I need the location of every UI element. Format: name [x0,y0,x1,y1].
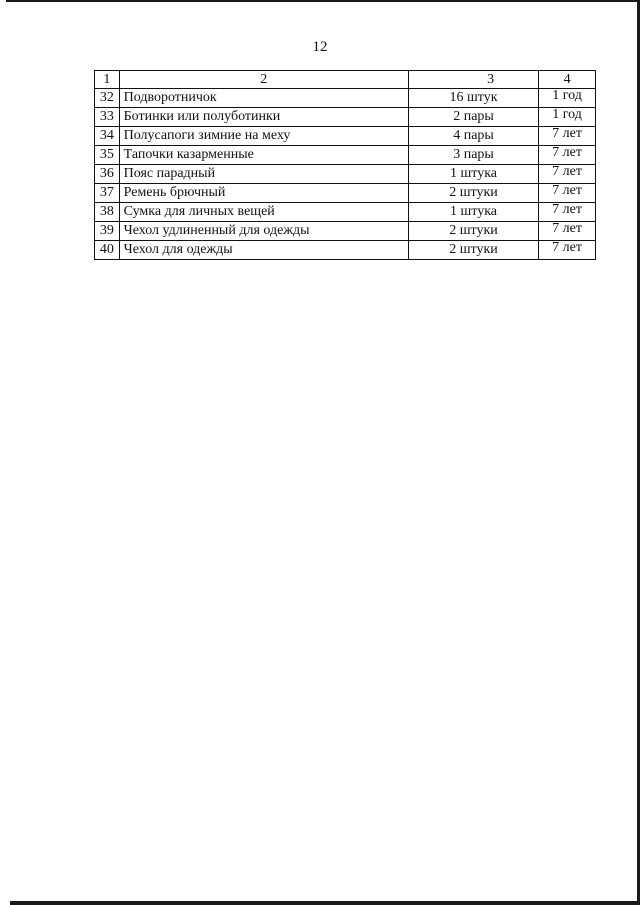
item-quantity: 1 штука [408,203,538,222]
item-name: Ремень брючный [119,184,408,203]
item-term-text: 7 лет [552,221,582,236]
row-number: 37 [95,184,120,203]
item-name: Тапочки казарменные [119,146,408,165]
item-quantity: 3 пары [408,146,538,165]
item-name: Ботинки или полуботинки [119,108,408,127]
items-table [94,70,596,260]
header-col-1: 1 [95,71,120,89]
row-number: 32 [95,89,120,108]
row-number: 36 [95,165,120,184]
item-term-text: 7 лет [552,126,582,141]
item-name: Сумка для личных вещей [119,203,408,222]
page-number: 12 [312,39,328,55]
scan-border-bottom [10,901,640,905]
item-quantity: 2 пары [408,108,538,127]
item-term [539,127,596,146]
scan-border-top [6,0,640,2]
table-row [95,146,596,165]
table-header-row [95,71,596,89]
table-row [95,184,596,203]
table-row [95,127,596,146]
row-number: 39 [95,222,120,241]
item-name: Подворотничок [119,89,408,108]
table-row [95,108,596,127]
row-number: 35 [95,146,120,165]
item-term [539,89,596,108]
header-col-4: 4 [539,71,596,89]
item-term [539,165,596,184]
header-col-2: 2 [119,71,408,89]
table-row [95,203,596,222]
table-row [95,89,596,108]
item-name: Чехол для одежды [119,241,408,260]
item-term [539,222,596,241]
item-quantity: 4 пары [408,127,538,146]
row-number: 38 [95,203,120,222]
item-term-text: 1 год [552,107,582,122]
item-quantity: 16 штук [408,89,538,108]
item-term [539,108,596,127]
row-number: 34 [95,127,120,146]
item-term-text: 1 год [552,88,582,103]
item-term-text: 7 лет [552,164,582,179]
item-quantity: 2 штуки [408,241,538,260]
table-row [95,241,596,260]
table-row [95,222,596,241]
item-term [539,146,596,165]
item-term-text: 7 лет [552,145,582,160]
item-name: Полусапоги зимние на меху [119,127,408,146]
row-number: 40 [95,241,120,260]
header-col-3: 3 [408,71,538,89]
item-term-text: 7 лет [552,240,582,255]
item-quantity: 2 штуки [408,184,538,203]
item-name: Чехол удлиненный для одежды [119,222,408,241]
item-quantity: 2 штуки [408,222,538,241]
item-term [539,203,596,222]
item-term [539,184,596,203]
item-quantity: 1 штука [408,165,538,184]
item-term-text: 7 лет [552,202,582,217]
item-name: Пояс парадный [119,165,408,184]
table-row [95,165,596,184]
item-term [539,241,596,260]
item-term-text: 7 лет [552,183,582,198]
row-number: 33 [95,108,120,127]
